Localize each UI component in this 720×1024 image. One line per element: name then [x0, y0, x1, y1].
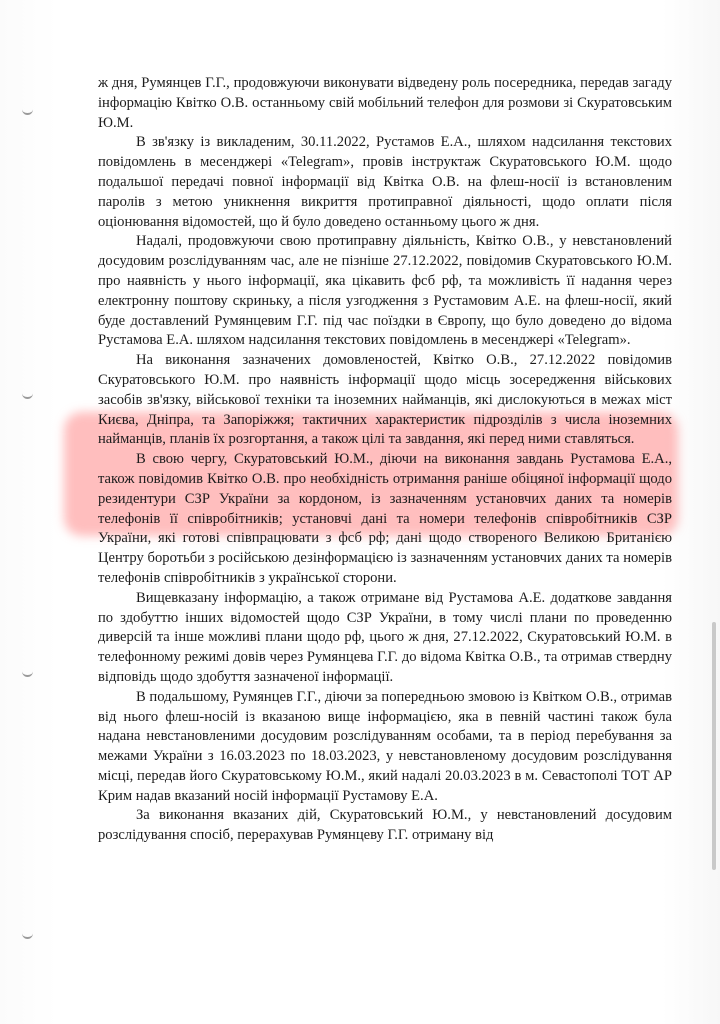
paragraph: В свою чергу, Скуратовський Ю.М., діючи на виконання завдань Рустамова Е.А., також повідомив Квітко О.В. про необхідність отримання раніше обіцяної інформації щодо резидентури СЗР України за кордоном, із зазначенням установчих даних та номерів телефонів її співробітників; установчі дані та номери телефонів співробітників СЗР України, які готові співпрацювати з фсб рф; дані щодо створеного Великою Британією Центру боротьби з російською дезінформацією із зазначенням установчих даних та номерів телефонів співробітників з української сторони.: [98, 451, 672, 586]
document-body: [98, 74, 672, 846]
paragraph: В зв'язку із викладеним, 30.11.2022, Рустамов Е.А., шляхом надсилання текстових повідомлень в месенджері «Telegram», провів інструктаж Скуратовського Ю.М. щодо подальшої передачі повної інформації від Квітка О.В. на флеш-носії із встановленим паролів з метою уникнення викриття протиправної діяльності, щодо оплати після оціонювання відомостей, що й було доведено останньому цього ж дня.: [98, 134, 672, 230]
paragraph: ж дня, Румянцев Г.Г., продовжуючи виконувати відведену роль посередника, передав загаду інформацію Квітко О.В. останньому свій мобільний телефон для розмови зі Скуратовським Ю.М.: [98, 75, 672, 131]
paragraph: За виконання вказаних дій, Скуратовський Ю.М., у невстановлений досудовим розслідування спосіб, перерахував Румянцеву Г.Г. отриману від: [98, 807, 672, 844]
binder-hole-mark: [22, 668, 33, 677]
paragraph: Вищевказану інформацію, а також отримане від Рустамова А.Е. додаткове завдання по здобуттю інших відомостей щодо СЗР України, в тому числі плани по проведенню диверсій та інше можливі плани щодо рф, цього ж дня, 27.12.2022, Скуратовський Ю.М. в телефонному режимі довів через Румянцева Г.Г. до відома Квітка О.В., та отримав ствердну відповідь щодо здобуття зазначеної інформації.: [98, 589, 672, 685]
paragraph: В подальшому, Румянцев Г.Г., діючи за попередньою змовою із Квітком О.В., отримав від нього флеш-носій із вказаною вище інформацією, яка в певній частині також була надана невстановленими досудовим розслідуванням особами, та в період перебування за межами України з 16.03.2023 по 18.03.2023, у невстановленому досудовим розслідування місці, передав його Скуратовському Ю.М., який надалі 20.03.2023 в м. Севастополі ТОТ АР Крим надав вказаний носій інформації Рустамову Е.А.: [98, 688, 672, 804]
binder-hole-mark: [22, 106, 33, 115]
scrollbar-thumb[interactable]: [712, 622, 716, 870]
paragraph: Надалі, продовжуючи свою протиправну діяльність, Квітко О.В., у невстановлений досудовим розслідуванням час, але не пізніше 27.12.2022, повідомив Скуратовського Ю.М. про наявність у нього інформації, яка цікавить фсб рф, та можливість її надання через електронну поштову скриньку, а після узгодження з Рустамовим А.Е. на флеш-носії, який буде доставлений Румянцевим Г.Г. під час поїздки в Європу, що було доведено до відома Рустамова Е.А. шляхом надсилання текстових повідомлень в месенджері «Telegram».: [98, 233, 672, 349]
binder-hole-mark: [22, 390, 33, 399]
highlighted-paragraph: На виконання зазначених домовленостей, Квітко О.В., 27.12.2022 повідомив Скуратовського Ю.М. про наявність інформації щодо місць зосередження військових засобів зв'язку, військової техніки та іноземних найманців, які дислокуються в межах міст Києва, Дніпра, та Запоріжжя; тактичних характеристик підрозділів з числа іноземних найманців, планів їх розгортання, а також цілі та завдання, які перед ними ставляться.: [98, 352, 672, 448]
binder-hole-mark: [22, 930, 33, 939]
